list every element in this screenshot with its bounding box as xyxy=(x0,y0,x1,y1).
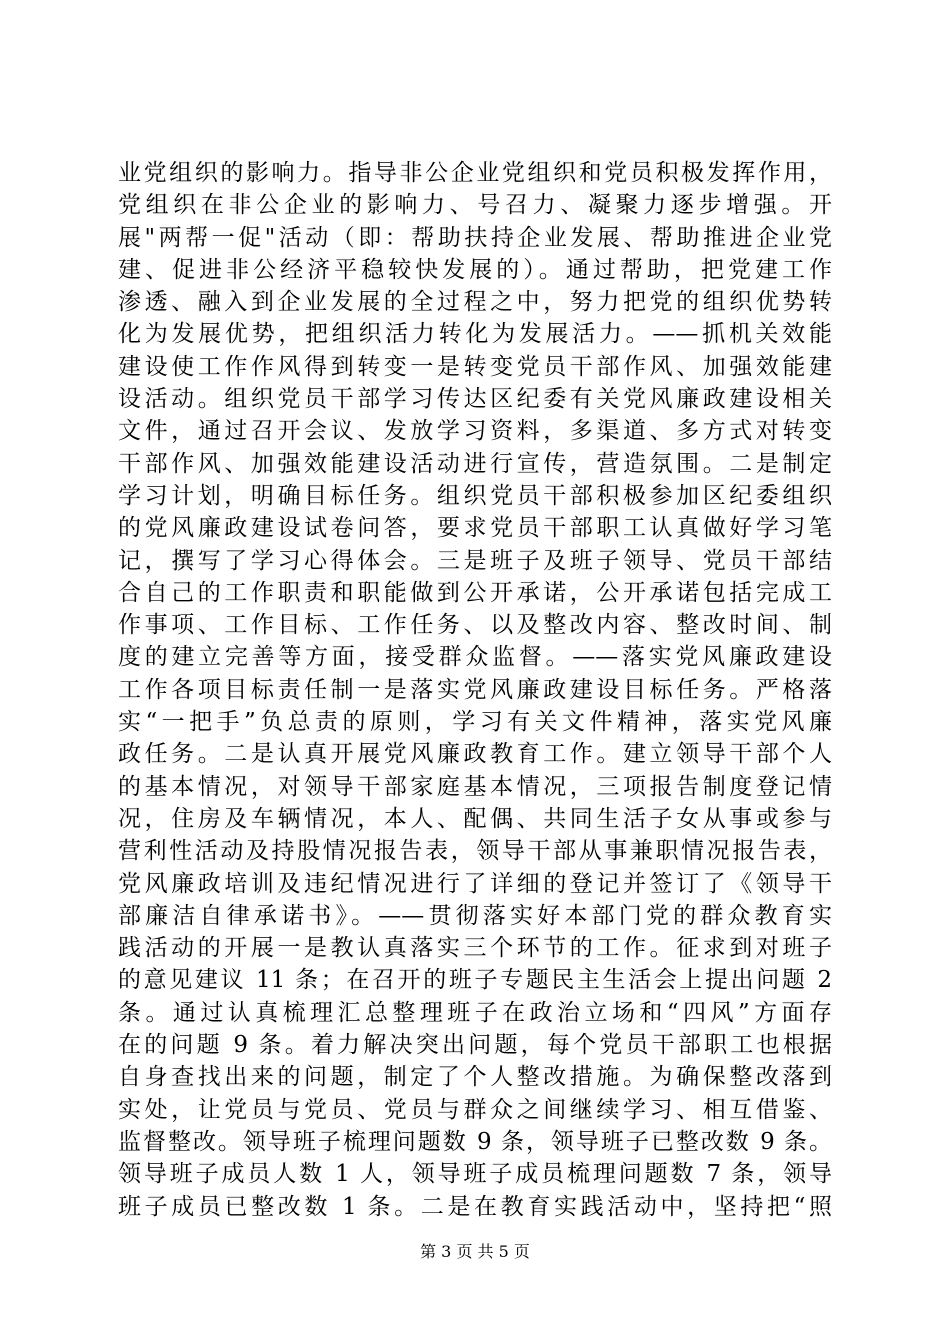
text-line: 建、促进非公经济平稳较快发展的）。通过帮助，把党建工作 xyxy=(118,256,832,283)
text-line: 学习计划，明确目标任务。组织党员干部积极参加区纪委组织 xyxy=(118,482,832,509)
text-line: 班子成员已整改数 1 条。二是在教育实践活动中，坚持把“照 xyxy=(118,1193,832,1220)
text-line: 党风廉政培训及违纪情况进行了详细的登记并签订了《领导干 xyxy=(118,870,832,897)
text-line: 工作各项目标责任制一是落实党风廉政建设目标任务。严格落 xyxy=(118,676,832,703)
text-line: 营利性活动及持股情况报告表，领导干部从事兼职情况报告表， xyxy=(118,838,832,865)
text-line: 设活动。组织党员干部学习传达区纪委有关党风廉政建设相关 xyxy=(118,386,832,413)
text-line: 况，住房及车辆情况，本人、配偶、共同生活子女从事或参与 xyxy=(118,805,832,832)
text-line: 化为发展优势，把组织活力转化为发展活力。——抓机关效能 xyxy=(118,321,832,348)
text-line: 合自己的工作职责和职能做到公开承诺，公开承诺包括完成工 xyxy=(118,579,832,606)
text-line: 党组织在非公企业的影响力、号召力、凝聚力逐步增强。开 xyxy=(118,192,832,219)
text-line: 业党组织的影响力。指导非公企业党组织和党员积极发挥作用， xyxy=(118,160,832,186)
text-line: 渗透、融入到企业发展的全过程之中，努力把党的组织优势转 xyxy=(118,289,832,316)
text-line: 践活动的开展一是教认真落实三个环节的工作。征求到对班子 xyxy=(118,935,832,962)
text-line: 条。通过认真梳理汇总整理班子在政治立场和“四风”方面存 xyxy=(118,999,832,1026)
text-line: 展"两帮一促"活动（即：帮助扶持企业发展、帮助推进企业党 xyxy=(118,224,832,251)
text-line: 实“一把手”负总责的原则，学习有关文件精神，落实党风廉 xyxy=(118,709,832,736)
text-line: 记，撰写了学习心得体会。三是班子及班子领导、党员干部结 xyxy=(118,547,832,574)
text-line: 政任务。二是认真开展党风廉政教育工作。建立领导干部个人 xyxy=(118,741,832,768)
text-line: 的意见建议 11 条；在召开的班子专题民主生活会上提出问题 2 xyxy=(118,967,832,994)
text-line: 领导班子成员人数 1 人，领导班子成员梳理问题数 7 条，领导 xyxy=(118,1161,832,1188)
text-line: 的党风廉政建设试卷问答，要求党员干部职工认真做好学习笔 xyxy=(118,515,832,542)
document-body xyxy=(118,157,832,1223)
text-line: 实处，让党员与党员、党员与群众之间继续学习、相互借鉴、 xyxy=(118,1096,832,1123)
text-line: 监督整改。领导班子梳理问题数 9 条，领导班子已整改数 9 条。 xyxy=(118,1128,832,1155)
text-line: 的基本情况，对领导干部家庭基本情况，三项报告制度登记情 xyxy=(118,773,832,800)
text-line: 作事项、工作目标、工作任务、以及整改内容、整改时间、制 xyxy=(118,612,832,639)
text-line: 干部作风、加强效能建设活动进行宣传，营造氛围。二是制定 xyxy=(118,450,832,477)
text-line: 度的建立完善等方面，接受群众监督。——落实党风廉政建设 xyxy=(118,644,832,671)
text-line: 自身查找出来的问题，制定了个人整改措施。为确保整改落到 xyxy=(118,1064,832,1091)
text-line: 在的问题 9 条。着力解决突出问题，每个党员干部职工也根据 xyxy=(118,1032,832,1059)
text-line: 文件，通过召开会议、发放学习资料，多渠道、多方式对转变 xyxy=(118,418,832,445)
text-line: 部廉洁自律承诺书》。——贯彻落实好本部门党的群众教育实 xyxy=(118,902,832,929)
page-footer: 第 3 页 共 5 页 xyxy=(420,1242,530,1261)
text-line: 建设使工作作风得到转变一是转变党员干部作风、加强效能建 xyxy=(118,353,832,380)
